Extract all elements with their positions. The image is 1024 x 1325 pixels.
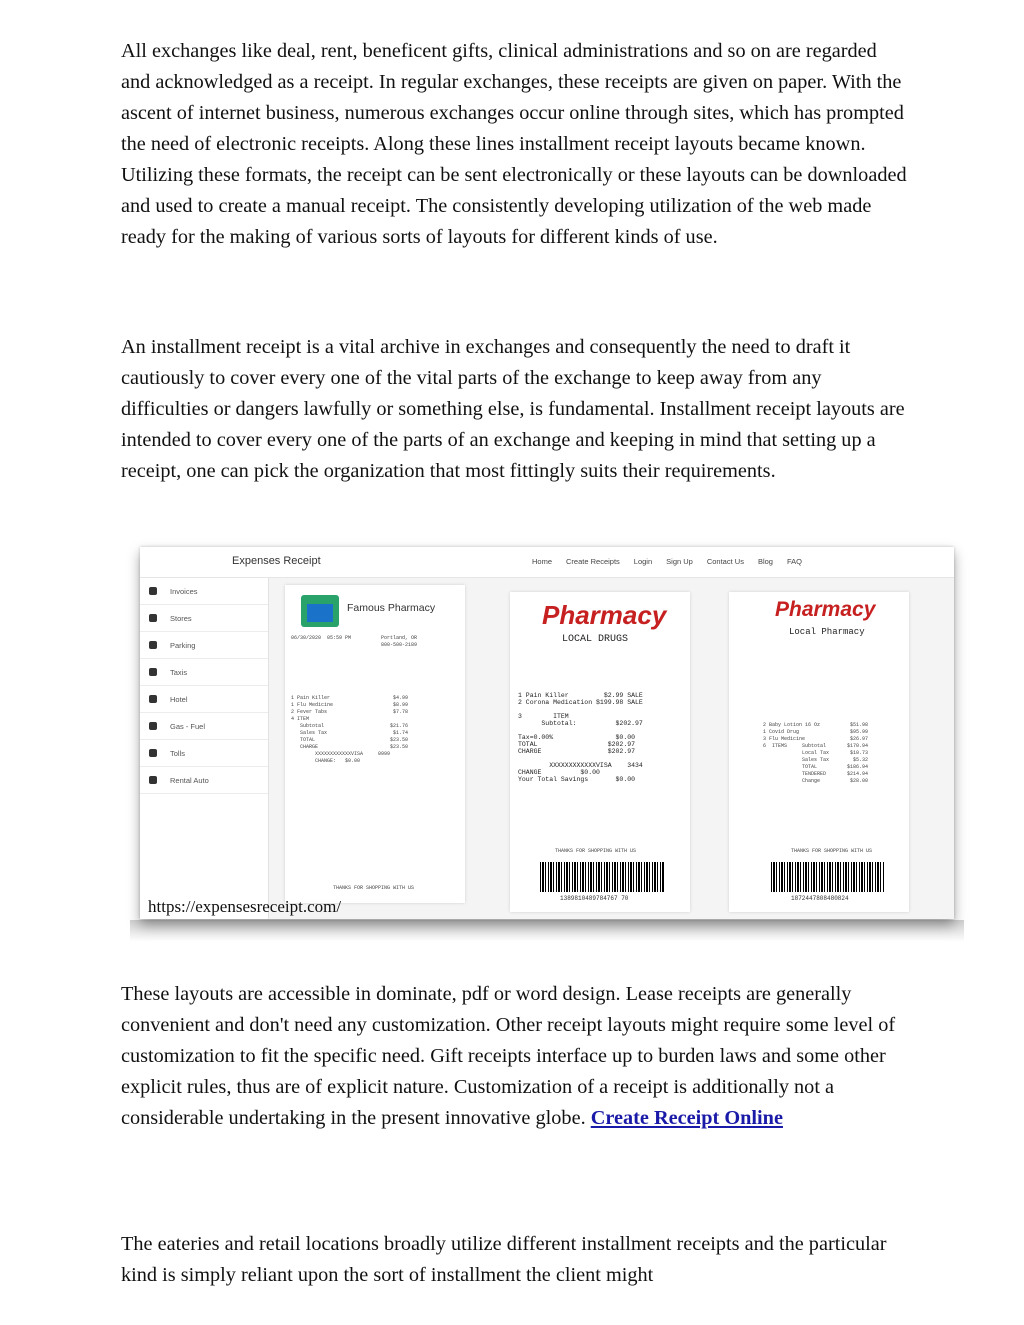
paragraph-eateries: The eateries and retail locations broadly utilize different installment receipts and the particular kind is simply reliant upon the sort of installment the client might [121,1233,887,1286]
receipt-local-pharmacy [729,592,909,912]
receipt-gallery [269,578,954,919]
barcode [771,862,885,892]
receipt-local-drugs [510,592,690,912]
create-receipt-online-link[interactable]: Create Receipt Online [590,1107,783,1129]
nav-login: Login [633,557,653,566]
paragraph-installment: An installment receipt is a vital archive in exchanges and consequently the need to draft it cautiously to cover every one of the vital parts of the exchange to keep away from any difficulties or dangers lawfully or something else, is fundamental. Installment receipt layouts are intended to cover every one of the parts of an exchange and keeping in mind that setting up a receipt, one can pick the organization that most fittingly suits their requirements. [121,336,905,482]
website-url-caption: https://expensesreceipt.com/ [148,897,342,916]
sidebar-item-tolls: Tolls [140,740,268,767]
location-pin-icon [148,640,158,650]
sidebar-item-rental-auto: Rental Auto [140,767,268,794]
car-icon [148,775,158,785]
barcode-number: 1389810489784767 70 [560,895,629,902]
sidebar-item-parking: Parking [140,632,268,659]
site-sidebar [140,578,269,919]
nav-faq: FAQ [786,557,802,566]
receipt-items: 1 Pain Killer $2.99 SALE 2 Corona Medication $199.98 SALE 3 ITEM Subtotal: $202.97 Tax=0.00% $0.00 TOTAL $202.97 CHARGE $202.97 XXXXXXXXXXXXVISA 3434 CHANGE $0.00 Your Total Savings $0.00 [518,692,643,783]
receipt-website-screenshot [140,547,954,919]
figure-shadow [130,920,964,942]
nav-sign-up: Sign Up [666,557,693,566]
receipt-logo-title: Pharmacy [775,598,876,621]
receipt-footer: THANKS FOR SHOPPING WITH US [333,885,415,891]
site-nav [532,557,802,566]
sidebar-item-stores: Stores [140,605,268,632]
paragraph-formats [121,979,911,1134]
nav-contact-us: Contact Us [706,557,744,566]
receipt-store-name: Famous Pharmacy [347,602,436,614]
sidebar-item-invoices: Invoices [140,578,268,605]
sidebar-item-gas-fuel: Gas - Fuel [140,713,268,740]
receipt-famous-pharmacy [285,585,465,903]
sidebar-item-taxis: Taxis [140,659,268,686]
paragraph-intro: All exchanges like deal, rent, beneficent gifts, clinical administrations and so on are regarded and acknowledged as a receipt. In regular exchanges, these receipts are given on paper. With the ascent of internet business, numerous exchanges occur online through sites, which has prompted the need of electronic receipts. Along these lines installment receipt layouts became known. Utilizing these formats, the receipt can be sent electronically or these layouts can be downloaded and used to create a manual receipt. The consistently developing utilization of the web made ready for the making of various sorts of layouts for different kinds of use. [121,40,907,248]
receipt-header: 06/30/2020 05:59 PM Portland, OR 800-500-2189 [291,635,418,648]
nav-blog: Blog [757,557,773,566]
receipt-items: 2 Baby Lotion 16 Oz $51.98 1 Covid Drug $95.99 3 Flu Medicine $26.97 6 ITEMS Subtotal $170.94 Local Tax $10.73 Sales Tax $5.32 TOTAL $186.94 TENDERED $214.94 Change $28.00 [763,722,869,784]
receipt-subtitle: LOCAL DRUGS [562,634,629,645]
store-icon [148,613,158,623]
bed-icon [148,694,158,704]
sidebar-item-hotel: Hotel [140,686,268,713]
barcode [540,862,664,892]
nav-create-receipts: Create Receipts [566,557,620,566]
pharmacy-store-icon [301,595,339,627]
nav-home: Home [532,557,553,566]
fuel-pump-icon [148,721,158,731]
road-icon [148,748,158,758]
barcode-number: 1872447808480824 [791,895,849,902]
site-brand: Expenses Receipt [232,555,321,567]
receipt-footer: THANKS FOR SHOPPING WITH US [555,848,637,854]
receipt-logo-title: Pharmacy [542,600,667,630]
paragraph-formats-text: These layouts are accessible in dominate, pdf or word design. Lease receipts are generally convenient and don't need any customization. Other receipt layouts might require some level of customization to fit the specific need. Gift receipts interface up to burden laws and some other explicit rules, thus are of explicit nature. Customization of a receipt is additionally not a considerable undertaking in the present innovative globe. [121,983,896,1129]
receipt-items: 1 Pain Killer $4.99 1 Flu Medicine $8.99 2 Fever Tabs $7.78 4 ITEM Subtotal $21.76 Sales Tax $1.74 TOTAL $23.50 CHARGE $23.50 XXXXXXXXXXXXVISA 0999 CHANGE: $0.00 [291,695,409,764]
car-icon [148,667,158,677]
receipt-subtitle: Local Pharmacy [789,627,865,637]
receipt-footer: THANKS FOR SHOPPING WITH US [791,848,873,854]
invoice-icon [148,586,158,596]
site-header [140,547,954,578]
